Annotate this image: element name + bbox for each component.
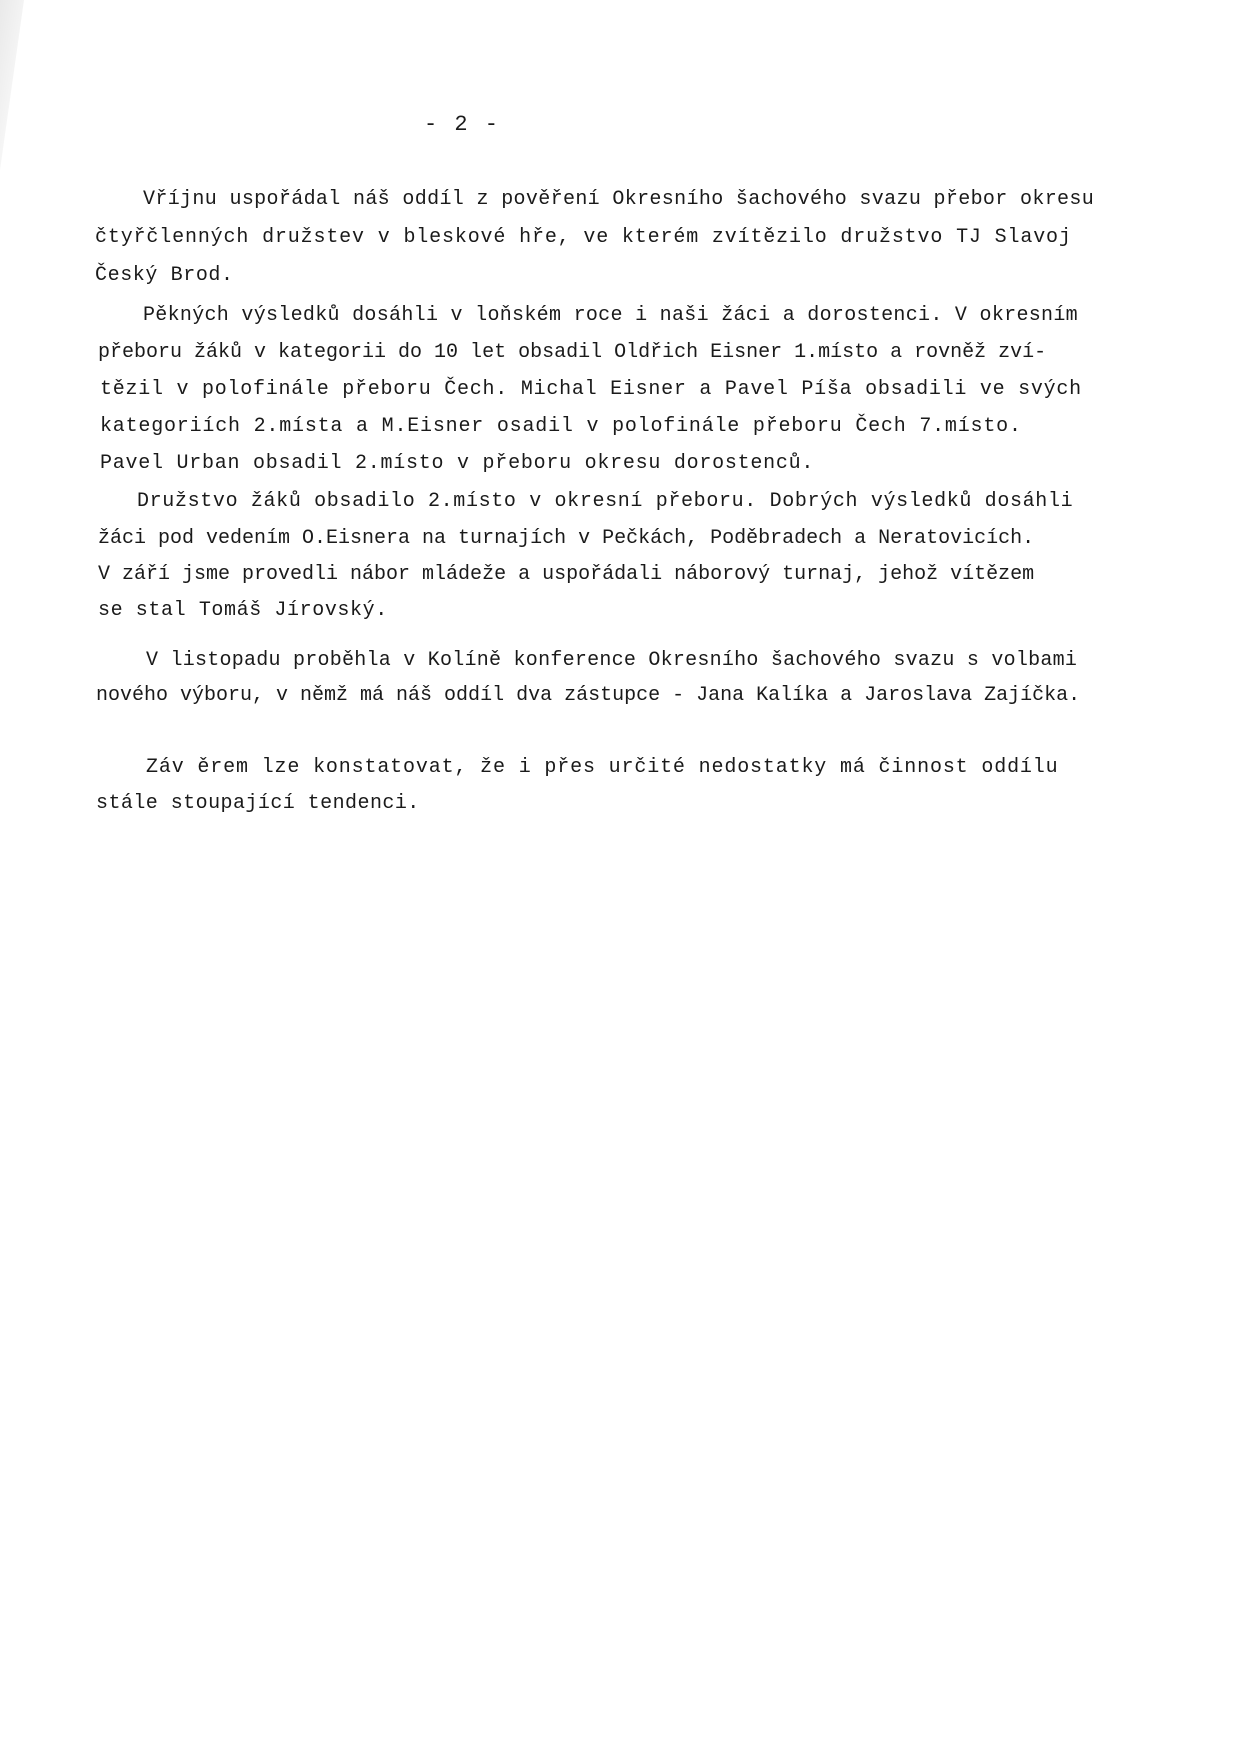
- text-line: V listopadu proběhla v Kolíně konference Okresního šachového svazu s volbami: [146, 649, 1078, 672]
- text-line: kategoriích 2.místa a M.Eisner osadil v polofinále přeboru Čech 7.místo.: [100, 415, 1022, 438]
- text-line: nového výboru, v němž má náš oddíl dva zástupce - Jana Kalíka a Jaroslava Zajíčka.: [96, 684, 1081, 707]
- text-line: Pěkných výsledků dosáhli v loňském roce i naši žáci a dorostenci. V okresním: [143, 304, 1078, 327]
- text-line: Družstvo žáků obsadilo 2.místo v okresní přeboru. Dobrých výsledků dosáhli: [137, 490, 1074, 513]
- text-line: žáci pod vedením O.Eisnera na turnajích v Pečkách, Poděbradech a Neratovicích.: [98, 527, 1035, 550]
- text-line: Pavel Urban obsadil 2.místo v přeboru okresu dorostenců.: [100, 452, 815, 475]
- text-line: se stal Tomáš Jírovský.: [98, 599, 388, 622]
- text-line: čtyřčlenných družstev v bleskové hře, ve kterém zvítězilo družstvo TJ Slavoj: [95, 226, 1072, 249]
- page-corner-fold: [0, 0, 24, 170]
- text-line: V září jsme provedli nábor mládeže a uspořádali náborový turnaj, jehož vítězem: [98, 563, 1035, 586]
- text-line: Záv ěrem lze konstatovat, že i přes určité nedostatky má činnost oddílu: [146, 756, 1059, 779]
- text-line: přeboru žáků v kategorii do 10 let obsadil Oldřich Eisner 1.místo a rovněž zví-: [98, 341, 1047, 364]
- text-line: stále stoupající tendenci.: [96, 792, 420, 815]
- text-line: tězil v polofinále přeboru Čech. Michal Eisner a Pavel Píša obsadili ve svých: [100, 378, 1082, 401]
- text-line: Vříjnu uspořádal náš oddíl z pověření Okresního šachového svazu přebor okresu: [143, 188, 1095, 211]
- page-number: - 2 -: [424, 112, 501, 137]
- text-line: Český Brod.: [95, 264, 234, 287]
